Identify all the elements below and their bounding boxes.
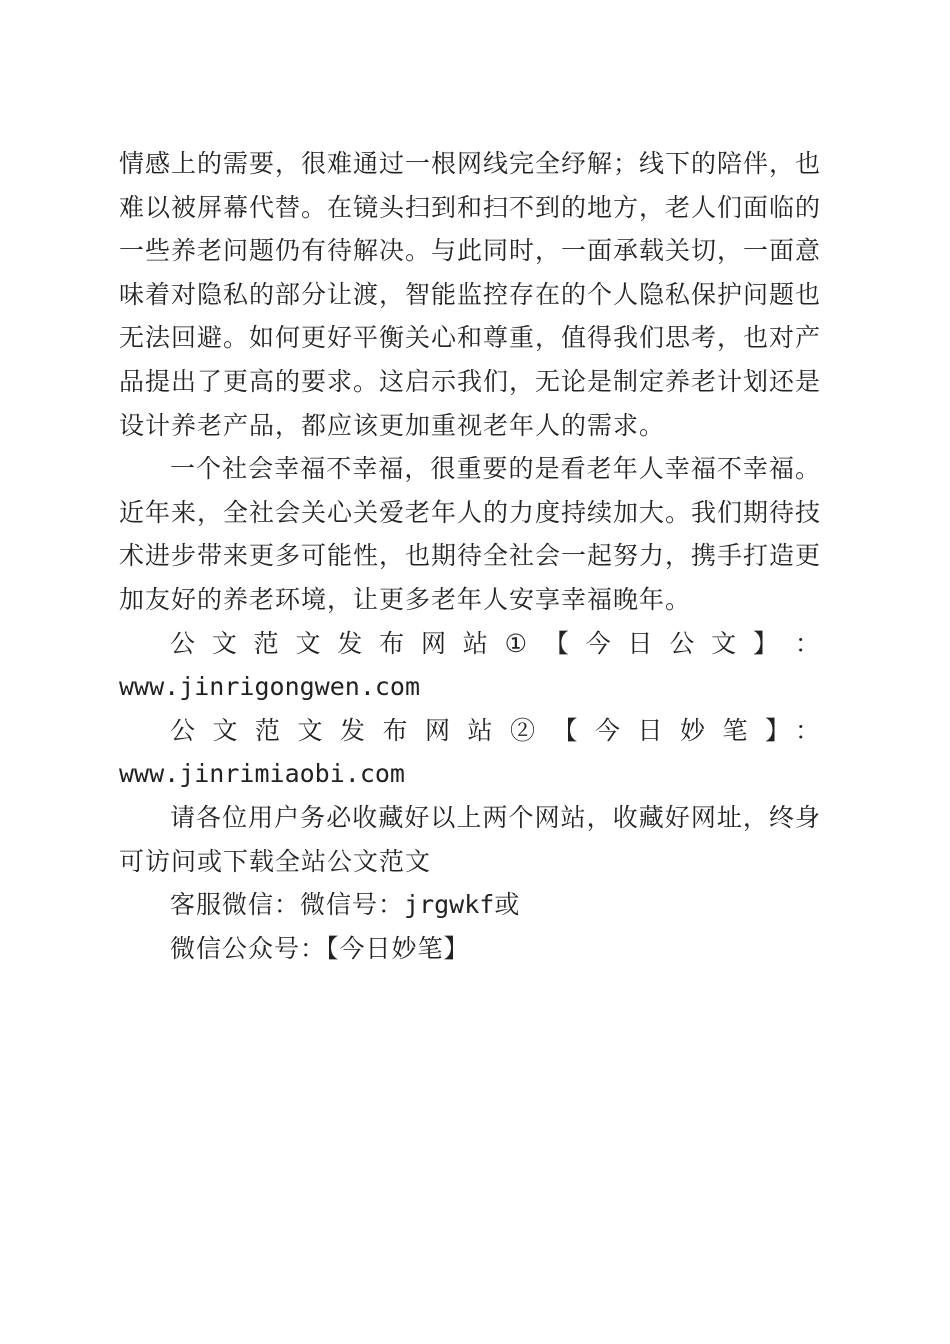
site-1-line [119,622,821,666]
site-1-label-char: 站 [462,628,489,658]
site-1-label [119,622,821,666]
site-1-label-char: 【 [543,628,570,658]
site-1-label-char: 日 [627,628,654,658]
site-1-label-char: 布 [379,628,406,658]
site-1-label-char: 范 [253,628,280,658]
body-paragraph-2: 一个社会幸福不幸福，很重要的是看老年人幸福不幸福。近年来，全社会关心关爱老年人的力度持续加大。我们期待技术进步带来更多可能性，也期待全社会一起努力，携手打造更加友好的养老环境，让更多老年人安享幸福晚年。 [119,454,822,614]
site-1-url[interactable]: www.jinrigongwen.com [119,672,421,702]
site-1-label-char: ① [504,628,529,658]
bookmark-notice: 请各位用户务必收藏好以上两个网站，收藏好网址，终身可访问或下载全站公文范文 [119,802,821,876]
body-paragraph-1: 情感上的需要，很难通过一根网线完全纾解；线下的陪伴，也难以被屏幕代替。在镜头扫到和扫不到的地方，老人们面临的一些养老问题仍有待解决。与此同时，一面承载关切，一面意味着对隐私的部分让渡，智能监控存在的个人隐私保护问题也无法回避。如何更好平衡关心和尊重，值得我们思考，也对产品提出了更高的要求。这启示我们，无论是制定养老计划还是设计养老产品，都应该更加重视老年人的需求。 [119,149,822,440]
wechat-id: jrgwkf [404,890,495,920]
site-2-line [119,709,821,796]
customer-service-label: 客服微信：微信号： [170,890,405,920]
document-body [119,142,821,970]
site-1-label-char: 今 [585,628,612,658]
site-1-label-char: 文 [711,628,738,658]
site-2-label: 公文范文发布网站②【今日妙笔】： [170,715,821,745]
site-1-label-char: 发 [337,628,364,658]
customer-service-line [119,883,821,927]
site-2-url[interactable]: www.jinrimiaobi.com [119,759,405,789]
site-1-label-char: 公 [170,628,197,658]
site-1-label-char: 文 [211,628,238,658]
site-1-label-char: 公 [669,628,696,658]
official-account-line: 微信公众号：【今日妙笔】 [170,933,470,963]
site-1-label-char: ： [794,628,821,658]
customer-service-suffix: 或 [494,890,521,920]
site-1-label-char: 】 [753,628,780,658]
site-1-label-char: 网 [420,628,447,658]
site-1-label-char: 文 [295,628,322,658]
